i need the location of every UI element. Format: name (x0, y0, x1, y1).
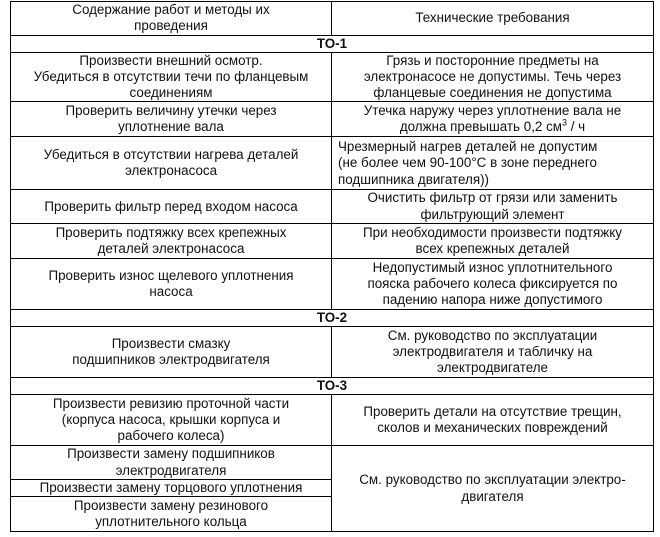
superscript-exponent: 3 (562, 118, 568, 129)
table-row (11, 327, 654, 378)
header-row (11, 2, 654, 36)
header-works-cell: Содержание работ и методы их проведения (11, 2, 332, 36)
requirement-cell-merged: См. руководство по эксплуатации электро- двигателя (332, 446, 654, 532)
table-row (11, 395, 654, 446)
requirement-text: Утечка наружу через уплотнение вала не должна превышать 0,2 см (363, 103, 622, 135)
requirement-cell (332, 102, 654, 137)
maintenance-table (10, 1, 654, 532)
work-cell: Произвести ревизию проточной части (корпуса насоса, крышки корпуса и рабочего колеса) (11, 395, 332, 446)
table-row (11, 446, 654, 480)
table-row (11, 259, 654, 310)
requirement-cell: См. руководство по эксплуатации электродвигателя и табличку на электродвигателе (332, 327, 654, 378)
work-cell: Произвести смазку подшипников электродвигателя (11, 327, 332, 378)
work-cell: Проверить износ щелевого уплотнения насоса (11, 259, 332, 310)
table-row (11, 102, 654, 137)
requirement-cell: Чрезмерный нагрев деталей не допустим (не более чем 90-100°С в зоне переднего подшипника двигателя)) (332, 137, 654, 190)
work-cell: Проверить подтяжку всех крепежных деталей электронасоса (11, 224, 332, 259)
requirement-cell: Грязь и посторонние предметы на электронасосе не допустимы. Течь через фланцевые соединения не допустима (332, 52, 654, 102)
section-row-to1 (11, 35, 654, 52)
requirement-unit: / ч (567, 119, 586, 135)
work-cell: Произвести замену подшипников электродвигателя (11, 446, 332, 480)
work-cell: Произвести замену резинового уплотнительного кольца (11, 497, 332, 532)
requirement-cell: Недопустимый износ уплотнительного пояска рабочего колеса фиксируется по падению напора ниже допустимого (332, 259, 654, 310)
work-cell: Убедиться в отсутствии нагрева деталей электронасоса (11, 137, 332, 190)
section-title-to1: ТО-1 (11, 35, 654, 52)
requirement-cell: Очистить фильтр от грязи или заменить фильтрующий элемент (332, 190, 654, 224)
header-requirements-cell: Технические требования (332, 2, 654, 36)
work-cell: Произвести внешний осмотр. Убедиться в отсутствии течи по фланцевым соединениям (11, 52, 332, 102)
section-row-to2 (11, 310, 654, 327)
work-cell: Произвести замену торцового уплотнения (11, 480, 332, 497)
table-row (11, 190, 654, 224)
section-row-to3 (11, 378, 654, 395)
table-row (11, 52, 654, 102)
work-cell: Проверить фильтр перед входом насоса (11, 190, 332, 224)
work-cell: Проверить величину утечки через уплотнение вала (11, 102, 332, 137)
requirement-cell: При необходимости произвести подтяжку всех крепежных деталей (332, 224, 654, 259)
section-title-to2: ТО-2 (11, 310, 654, 327)
section-title-to3: ТО-3 (11, 378, 654, 395)
table-row (11, 224, 654, 259)
requirement-cell: Проверить детали на отсутствие трещин, сколов и механических повреждений (332, 395, 654, 446)
table-row (11, 137, 654, 190)
